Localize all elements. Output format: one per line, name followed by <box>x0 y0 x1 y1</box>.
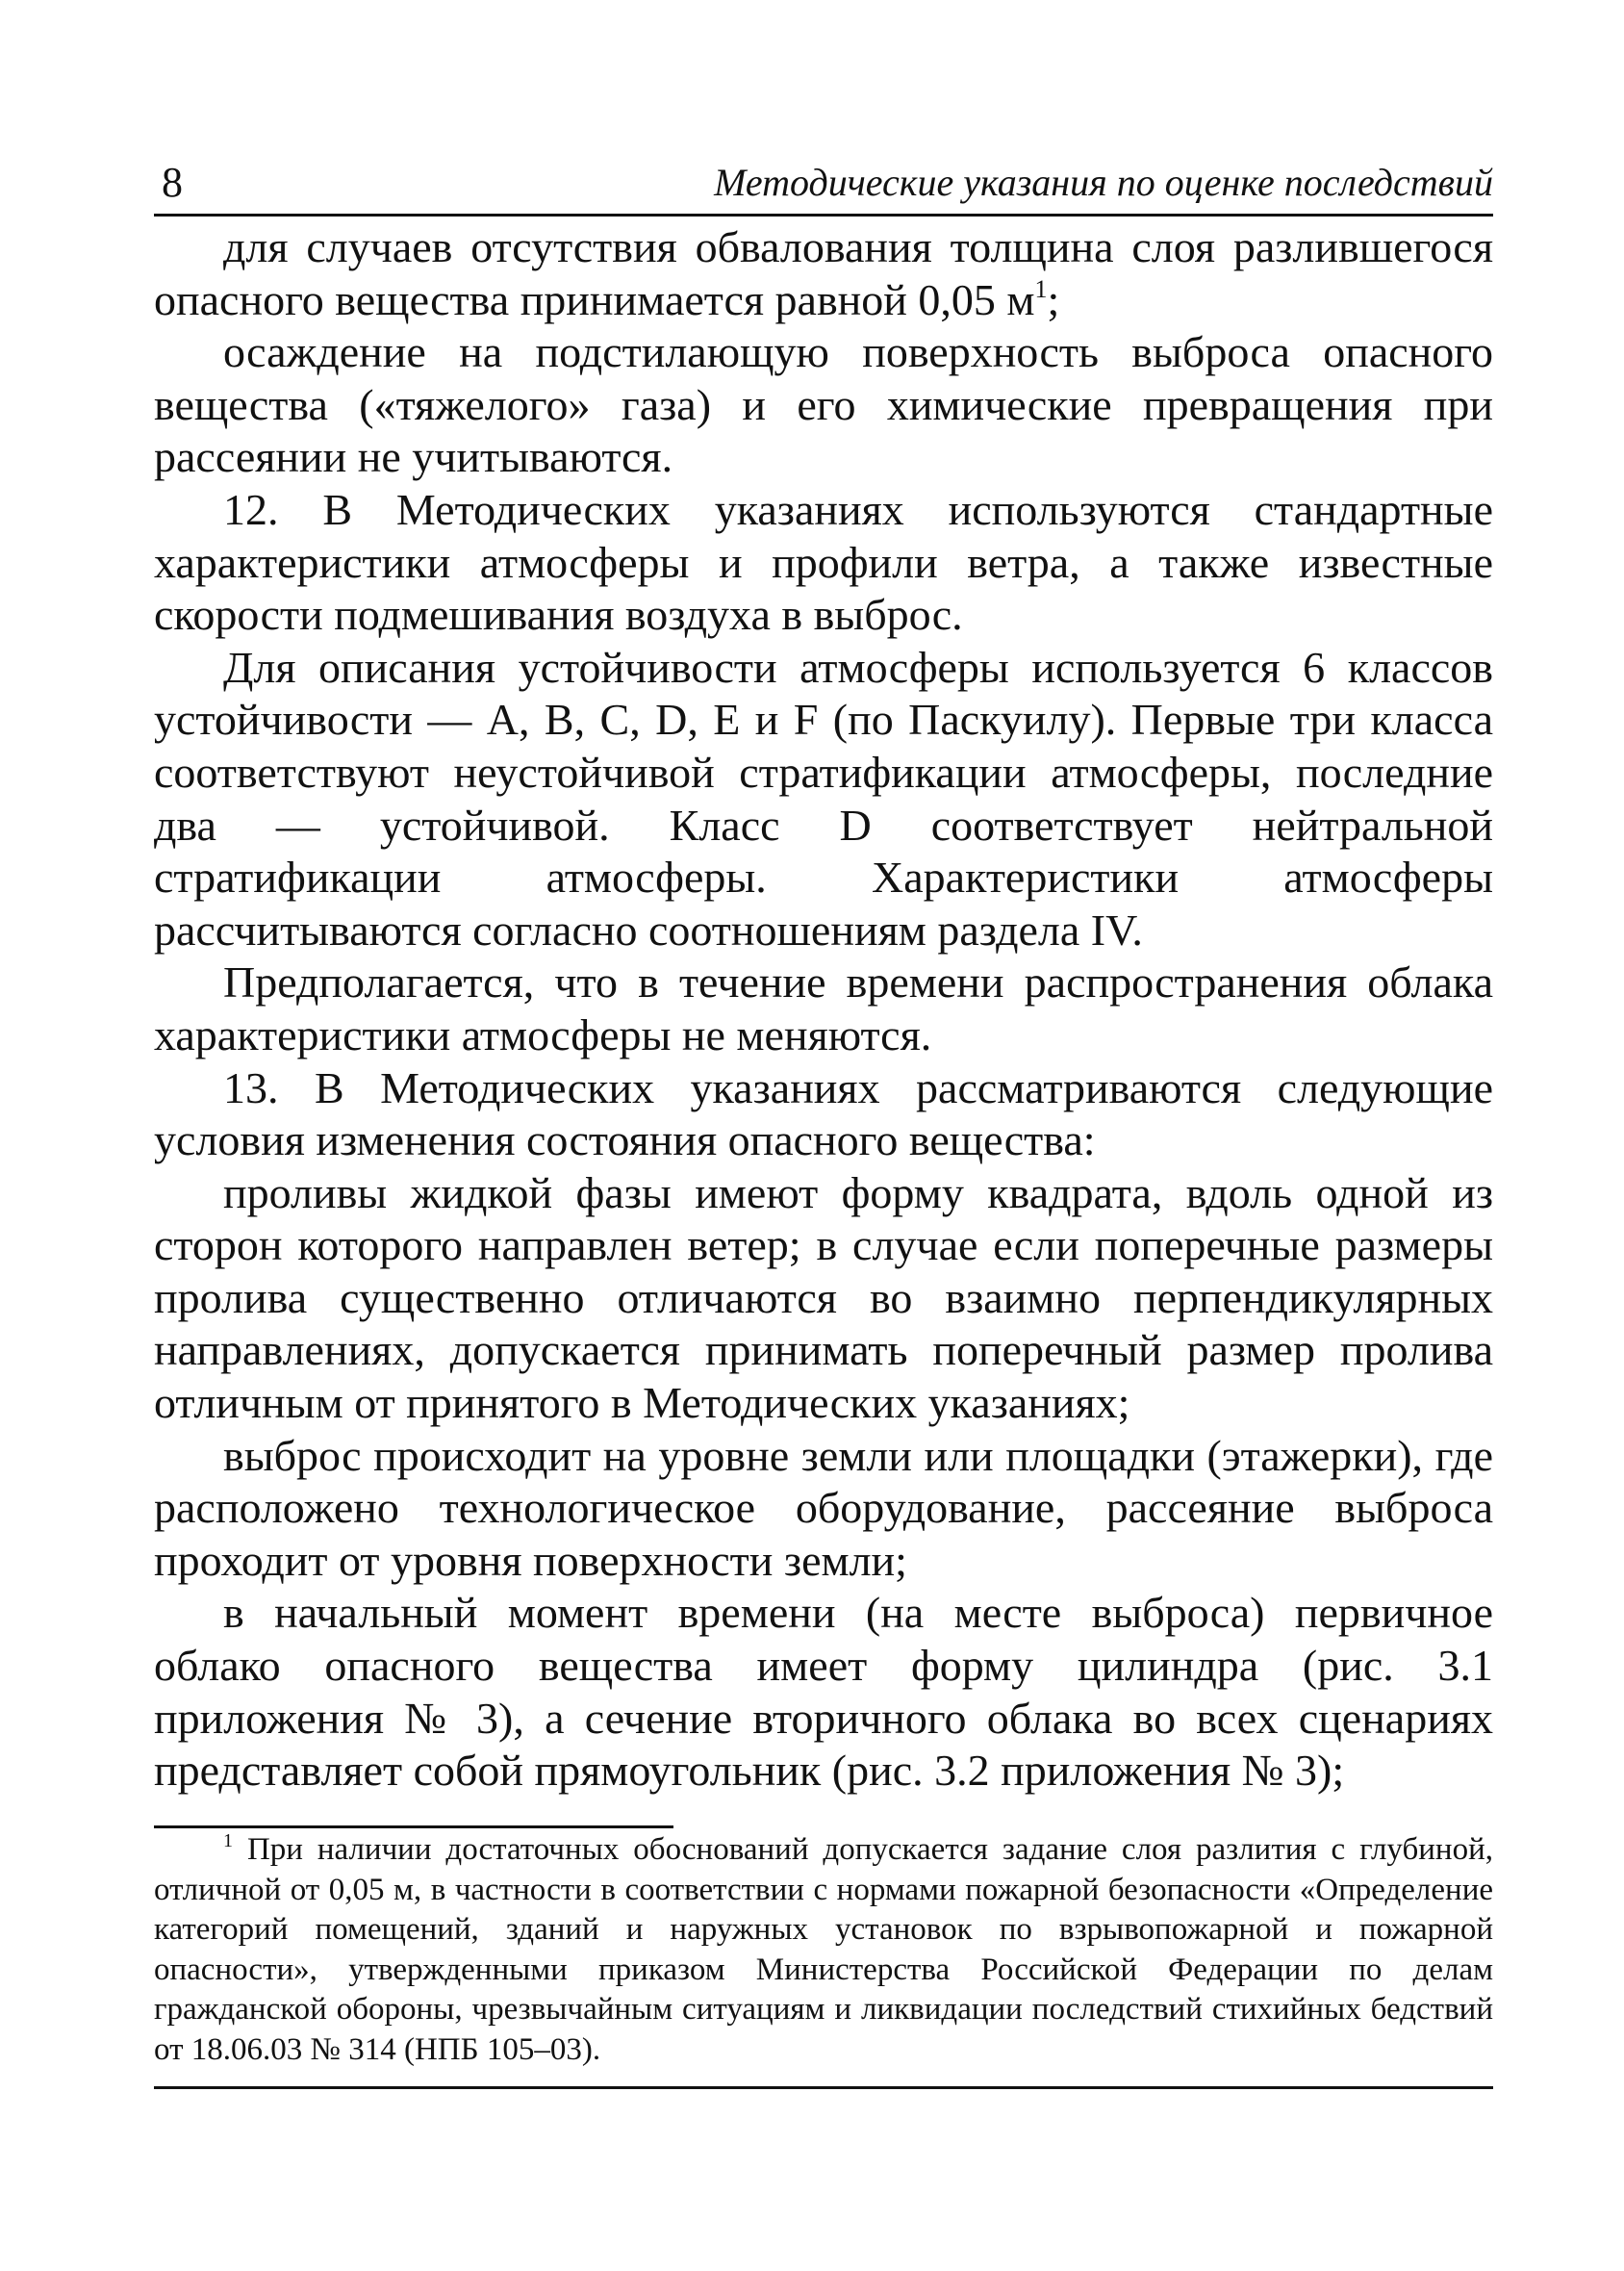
paragraph-section-12: 12. В Методических указаниях используются стандартные характеристики атмосферы и профили ветра, а также известные скорости подмешивания воздуха в выброс. <box>154 484 1493 640</box>
paragraph-spill-shape: проливы жидкой фазы имеют форму квадрата, вдоль одной из сторон которого направлен ветер; в случае если поперечные размеры пролива существенно отличаются во взаимно перпендикулярных направлениях, допускается принимать поперечный размер пролива отличным от принятого в Методических указаниях; <box>154 1167 1493 1428</box>
running-header <box>154 156 1493 217</box>
paragraph-deposition: осаждение на подстилающую поверхность выброса опасного вещества («тяжелого» газа) и его химические превращения при рассеянии не учитываются. <box>154 327 1493 482</box>
paragraph-cloud-shape: в начальный момент времени (на месте выброса) первичное облако опасного вещества имеет форму цилиндра (рис. 3.1 приложения № 3), а сечение вторичного облака во всех сценариях представляет собой прямоугольник (рис. 3.2 приложения № 3); <box>154 1588 1493 1796</box>
footnote-separator <box>154 1825 673 1828</box>
footnote <box>154 1830 1493 2070</box>
paragraph-embankment: для случаев отсутствия обвалования толщина слоя разлившегося опасного вещества принимается равной 0,05 $м^1$; <box>154 222 1493 324</box>
paragraph-stability-classes: Для описания устойчивости атмосферы используется 6 классов устойчивости — A, B, C, D, E и F (по Паскуилу). Первые три класса соответствуют неустойчивой стратификации атмосферы, последние два — устойчивой. Класс D соответствует нейтральной стратификации атмосферы. Характеристики атмосферы рассчитываются согласно соотношениям раздела IV. <box>154 642 1493 955</box>
paragraph-section-13: 13. В Методических указаниях рассматриваются следующие условия изменения состояния опасного вещества: <box>154 1062 1493 1165</box>
running-title: Методические указания по оценке последствий <box>714 161 1493 204</box>
bottom-rule <box>154 2086 1493 2089</box>
page-number: 8 <box>162 159 183 206</box>
footnote-text: $^1$ При наличии достаточных обоснований допускается задание слоя разлития с глубиной, отличной от 0,05 м, в частности в соответствии с нормами пожарной безопасности «Определение категорий помещений, зданий и наружных установок по взрывопожарной и пожарной опасности», утвержденными приказом Министерства Российской Федерации по делам гражданской обороны, чрезвычайным ситуациям и ликвидации последствий стихийных бедствий от 18.06.03 № 314 (НПБ 105–03). <box>154 1830 1493 2067</box>
paragraph-release-level: выброс происходит на уровне земли или площадки (этажерки), где расположено технологическое оборудование, рассеяние выброса проходит от уровня поверхности земли; <box>154 1430 1493 1585</box>
footnote-marker: 1 <box>223 1830 233 1851</box>
body-text <box>154 221 1493 1798</box>
footnote-reference: 1 <box>1034 274 1048 303</box>
paragraph-assumption: Предполагается, что в течение времени распространения облака характеристики атмосферы не меняются. <box>154 957 1493 1059</box>
